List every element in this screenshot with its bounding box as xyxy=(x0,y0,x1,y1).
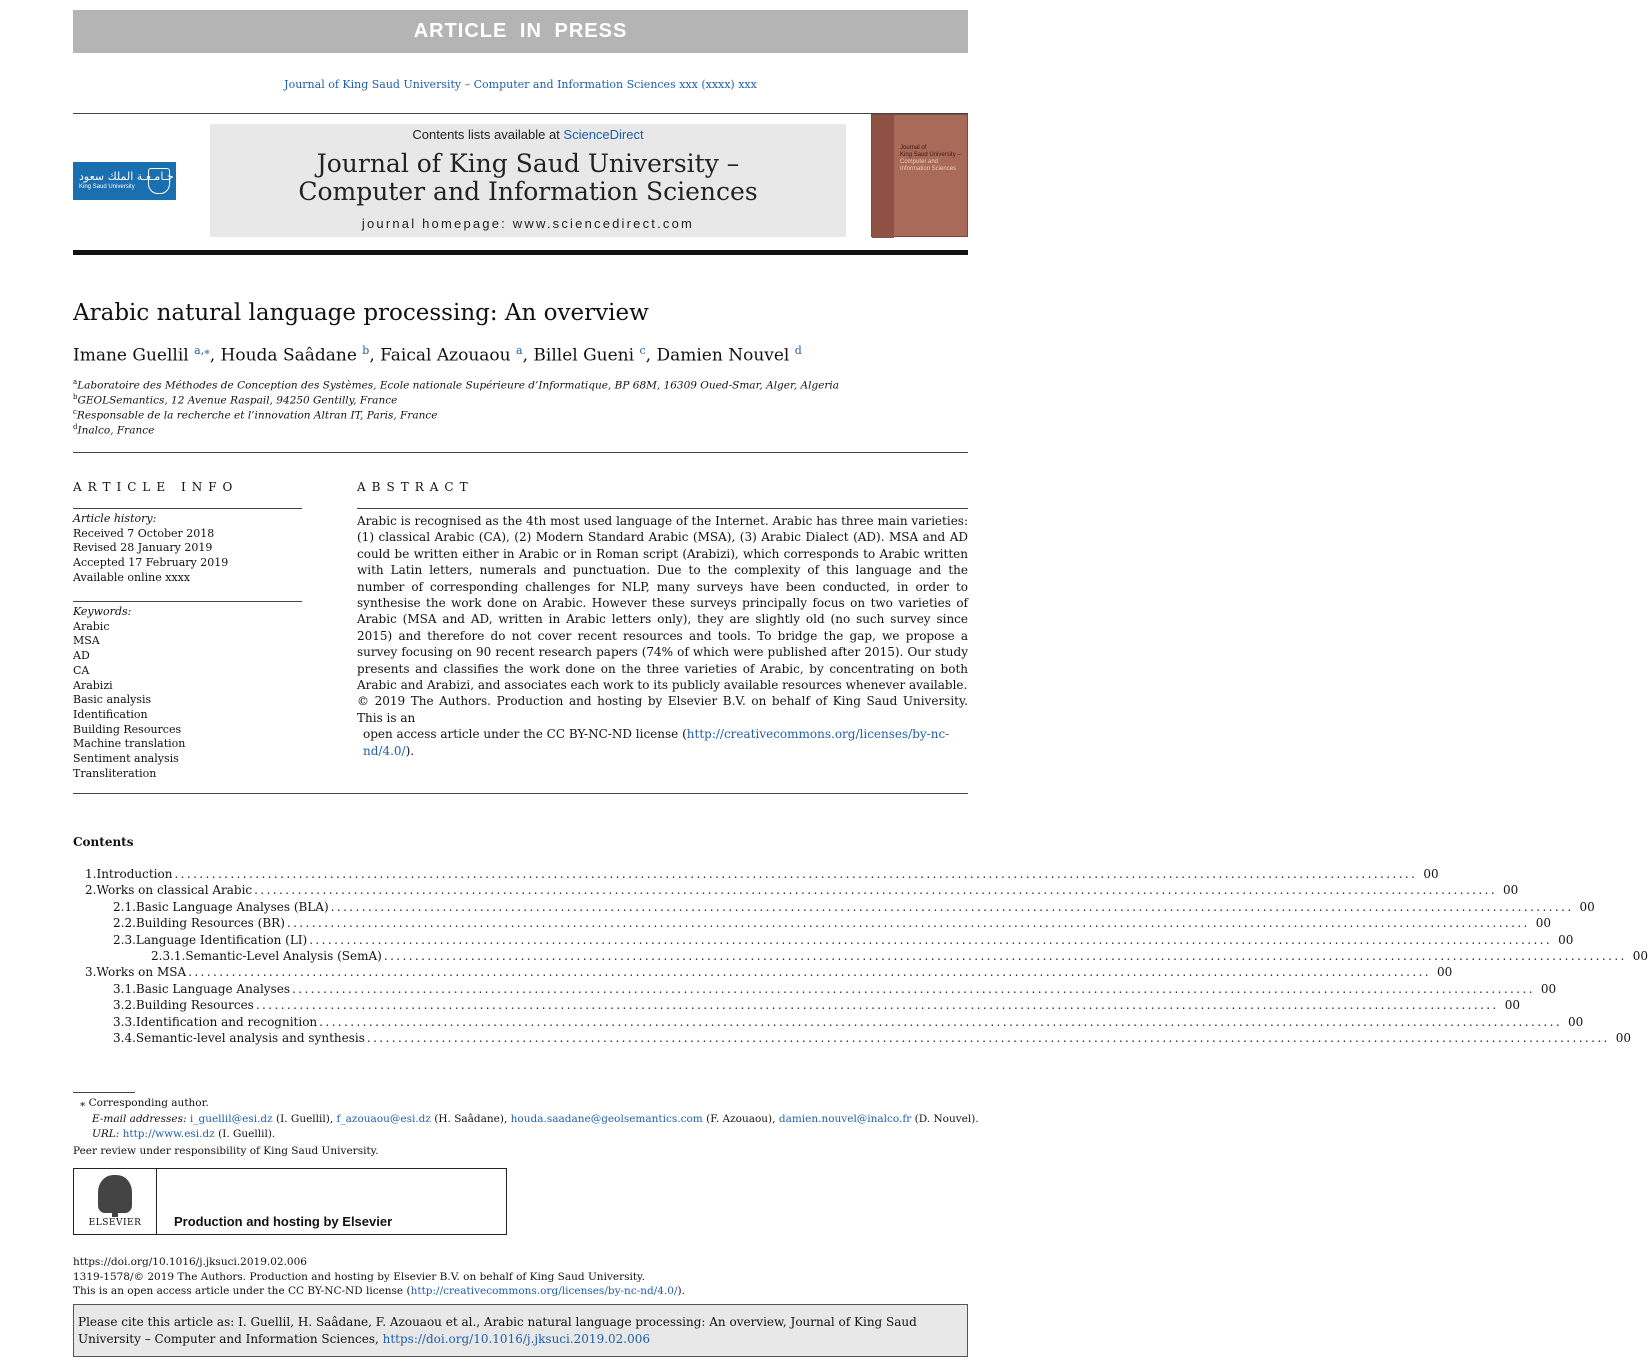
toc-page: 00 xyxy=(1540,981,1557,996)
toc-page: 00 xyxy=(1579,899,1595,914)
author-name: Faical Azouaou xyxy=(380,345,511,366)
production-hosting-text: Production and hosting by Elsevier xyxy=(174,1214,393,1229)
license-link[interactable]: http://creativecommons.org/licenses/by-nc-nd/4.0/ xyxy=(410,1285,678,1297)
keyword: Sentiment analysis xyxy=(73,752,179,766)
author-affil-link[interactable]: d xyxy=(794,344,802,357)
corresponding-author-note: ⁎ Corresponding author. xyxy=(80,1097,209,1109)
toc-number: 3.4. xyxy=(113,1030,136,1045)
header-top-rule xyxy=(73,113,968,114)
email-link[interactable]: f_azouaou@esi.dz xyxy=(336,1113,431,1125)
table-of-contents xyxy=(73,867,1648,1047)
toc-entry[interactable] xyxy=(73,981,1557,998)
history-item: Received 7 October 2018 xyxy=(73,526,215,540)
journal-homepage[interactable]: journal homepage: www.sciencedirect.com xyxy=(361,216,695,231)
toc-leader: ........................................................................................................................................................................................................ xyxy=(174,867,1418,881)
keyword: Transliteration xyxy=(73,766,157,780)
article-history: Article history: Received 7 October 2018 Revised 28 January 2019 Accepted 17 February 2019 Available online xxxx xyxy=(73,512,229,584)
journal-masthead xyxy=(210,124,846,237)
contents-heading: Contents xyxy=(73,835,134,849)
keyword: Arabic xyxy=(73,619,110,633)
toc-page: 00 xyxy=(1423,867,1439,881)
email-link[interactable]: i_guellil@esi.dz xyxy=(189,1113,273,1125)
toc-leader: ........................................................................................................................................................................................................ xyxy=(319,1014,1563,1029)
toc-leader: ........................................................................................................................................................................................................ xyxy=(366,1030,1610,1045)
toc-leader: ........................................................................................................................................................................................................ xyxy=(254,883,1498,898)
toc-page: 00 xyxy=(1535,916,1552,931)
cite-doi-link[interactable]: https://doi.org/10.1016/j.jksuci.2019.02.006 xyxy=(382,1332,651,1346)
ksu-logo-arabic: جـامـعـة الملك سعود xyxy=(79,170,174,183)
toc-leader: ........................................................................................................................................................................................................ xyxy=(309,932,1553,947)
toc-page: 00 xyxy=(1437,965,1453,980)
abstract-text xyxy=(357,513,968,759)
toc-leader: ........................................................................................................................................................................................................ xyxy=(286,916,1530,931)
toc-number: 3.2. xyxy=(113,998,136,1013)
toc-label[interactable]: Identification and recognition xyxy=(135,1014,318,1029)
toc-label[interactable]: Works on MSA xyxy=(96,965,187,980)
keyword: MSA xyxy=(73,634,100,648)
abstract-heading: ABSTRACT xyxy=(357,480,474,494)
affiliation: $^a$Laboratoire des Méthodes de Conception des Systèmes, Ecole nationale Supérieure d’Informatique, BP 68M, 16309 Oued-Smar, Alger, Algeria xyxy=(73,378,840,392)
toc-page: 00 xyxy=(1503,883,1519,898)
open-access-line: This is an open access article under the CC BY-NC-ND license (http://creativecommons.org/licenses/by-nc-nd/4.0/). xyxy=(73,1285,685,1297)
toc-page: 00 xyxy=(1558,932,1574,947)
affiliation: $^c$Responsable de la recherche et l’innovation Altran IT, Paris, France xyxy=(73,408,438,422)
toc-number: 2. xyxy=(85,883,97,898)
toc-entry[interactable] xyxy=(73,883,1519,899)
toc-leader: ........................................................................................................................................................................................................ xyxy=(292,981,1535,996)
keyword: Machine translation xyxy=(73,737,186,751)
toc-number: 3.3. xyxy=(113,1014,136,1029)
toc-page: 00 xyxy=(1615,1030,1632,1045)
history-item: Revised 28 January 2019 xyxy=(73,541,213,555)
email-link[interactable]: houda.saadane@geolsemantics.com xyxy=(510,1113,703,1125)
toc-entry[interactable] xyxy=(73,899,1595,916)
toc-leader: ........................................................................................................................................................................................................ xyxy=(330,899,1574,914)
toc-number: 3.1. xyxy=(113,981,136,996)
history-item: Accepted 17 February 2019 xyxy=(73,556,229,570)
toc-page: 00 xyxy=(1568,1014,1584,1029)
toc-label[interactable]: Language Identification (LI) xyxy=(135,932,308,947)
toc-page: 00 xyxy=(1632,948,1648,963)
peer-review-note: Peer review under responsibility of King Saud University. xyxy=(73,1145,379,1157)
section-rule xyxy=(73,793,968,794)
toc-entry[interactable] xyxy=(73,948,1648,965)
citation-box: Please cite this article as: I. Guellil, H. Saâdane, F. Azouaou et al., Arabic natural language processing: An overview, Journal of King Saud University – Computer and Information Sciences, https://doi.org/10.1016/j.jksuci.2019.02.006 xyxy=(73,1304,968,1357)
author-affil-link[interactable]: a xyxy=(516,344,523,357)
toc-number: 2.2. xyxy=(113,916,136,931)
toc-number: 1. xyxy=(85,867,97,881)
header-bottom-rule xyxy=(73,250,968,255)
journal-reference-link[interactable]: Journal of King Saud University – Computer and Information Sciences xxx (xxxx) xxx xyxy=(284,78,757,91)
article-in-press-banner: ARTICLE IN PRESS xyxy=(73,10,968,53)
email-link[interactable]: damien.nouvel@inalco.fr xyxy=(778,1113,912,1125)
toc-leader: ........................................................................................................................................................................................................ xyxy=(383,948,1627,963)
toc-label[interactable]: Basic Language Analyses xyxy=(135,981,291,996)
toc-label[interactable]: Semantic-level analysis and synthesis xyxy=(135,1030,365,1045)
author-name: Billel Gueni xyxy=(533,345,635,366)
toc-label[interactable]: Basic Language Analyses (BLA) xyxy=(135,899,329,914)
affiliation: $^b$GEOLSemantics, 12 Avenue Raspail, 94250 Gentilly, France xyxy=(73,393,398,407)
toc-label[interactable]: Semantic-Level Analysis (SemA) xyxy=(185,948,382,963)
author-affil-link[interactable]: b xyxy=(362,344,370,357)
elsevier-tree-icon: ELSEVIER xyxy=(84,1175,146,1230)
article-info-heading: ARTICLE INFO xyxy=(73,480,239,494)
url-note: URL: http://www.esi.dz (I. Guellil). xyxy=(92,1128,276,1140)
toc-number: 3. xyxy=(85,965,97,980)
toc-label[interactable]: Works on classical Arabic xyxy=(96,883,253,898)
keyword: Building Resources xyxy=(73,722,182,736)
toc-number: 2.3. xyxy=(113,932,136,947)
history-item: Available online xxxx xyxy=(73,570,191,584)
ksu-logo xyxy=(73,162,176,200)
toc-entry[interactable] xyxy=(73,1030,1632,1047)
ksu-logo-english: King Saud University xyxy=(79,184,135,190)
article-title: Arabic natural language processing: An overview xyxy=(73,300,649,326)
keyword: Basic analysis xyxy=(73,693,152,707)
toc-entry[interactable] xyxy=(73,998,1521,1014)
affiliation: $^d$Inalco, France xyxy=(73,423,155,437)
keyword: AD xyxy=(73,649,90,663)
section-rule xyxy=(73,452,968,453)
journal-title: Journal of King Saud University – Computer and Information Sciences xyxy=(298,149,758,206)
toc-entry[interactable] xyxy=(73,867,1439,883)
abstract-license: open access article under the CC BY-NC-ND license (http://creativecommons.org/licenses/by-nc-nd/4.0/). xyxy=(363,727,950,758)
toc-entry[interactable] xyxy=(73,1014,1584,1031)
issn-line: 1319-1578/© 2019 The Authors. Production and hosting by Elsevier B.V. on behalf of King Saud University. xyxy=(73,1271,645,1283)
author-name: Houda Saâdane xyxy=(220,345,357,366)
toc-label[interactable]: Introduction xyxy=(96,867,173,881)
keywords-list: Keywords: Arabic MSA AD CA Arabizi Basic analysis Identification Building Resources Machine translation Sentiment analysis Transliteration xyxy=(73,605,186,780)
author-name: Damien Nouvel xyxy=(656,345,790,366)
toc-page: 00 xyxy=(1504,998,1521,1013)
journal-cover-image: Journal of King Saud University – Computer and Information Sciences xyxy=(871,114,968,237)
author-list: Imane Guellil $^{a,⁎}$, Houda Saâdane $^b$, Faical Azouaou $^a$, Billel Gueni $^c$, Damien Nouvel $^d$ xyxy=(73,344,802,366)
doi-link[interactable]: https://doi.org/10.1016/j.jksuci.2019.02.006 xyxy=(73,1256,307,1268)
url-link[interactable]: http://www.esi.dz xyxy=(122,1128,215,1140)
sciencedirect-link[interactable]: ScienceDirect xyxy=(563,127,644,142)
toc-number: 2.3.1. xyxy=(151,948,186,963)
keyword: CA xyxy=(73,663,90,677)
author-affil-link[interactable]: c xyxy=(639,344,646,357)
author-name: Imane Guellil xyxy=(73,345,189,366)
toc-entry[interactable] xyxy=(73,932,1574,949)
author-affil-link[interactable]: a,⁎ xyxy=(194,344,210,357)
toc-entry[interactable] xyxy=(73,916,1552,932)
toc-label[interactable]: Building Resources xyxy=(135,998,254,1013)
ksu-crest-icon xyxy=(148,168,170,194)
toc-number: 2.1. xyxy=(113,899,136,914)
abstract-copyright: © 2019 The Authors. Production and hosting by Elsevier B.V. on behalf of King Saud University. This is an xyxy=(357,694,968,725)
toc-label[interactable]: Building Resources (BR) xyxy=(135,916,285,931)
toc-leader: ........................................................................................................................................................................................................ xyxy=(255,998,1499,1013)
keyword: Arabizi xyxy=(73,678,113,692)
contents-available: Contents lists available at ScienceDirect xyxy=(412,127,644,142)
email-addresses: E-mail addresses: i_guellil@esi.dz (I. Guellil), f_azouaou@esi.dz (H. Saâdane), houda.saadane@geolsemantics.com (F. Azouaou), damien.nouvel@inalco.fr (D. Nouvel). xyxy=(92,1113,979,1125)
toc-leader: ........................................................................................................................................................................................................ xyxy=(188,965,1432,980)
elsevier-box xyxy=(73,1168,507,1235)
abstract-body: Arabic is recognised as the 4th most used language of the Internet. Arabic has three main varieties: (1) classical Arabic (CA), (2) Modern Standard Arabic (MSA), (3) Arabic Dialect (AD). MSA and AD could be written either in Arabic or in Roman script (Arabizi), which corresponds to Arabic written with Latin letters, numerals and punctuation. Due to the complexity of this language and the number of corresponding challenges for NLP, many surveys have been conducted, in order to synthesise the work done on Arabic. However these surveys principally focus on two varieties of Arabic (MSA and AD, written in Arabic letters only), they are slightly old (no such survey since 2015) and therefore do not cover recent resources and tools. To bridge the gap, we propose a survey focusing on 90 recent research papers (74% of which were published after 2015). Our study presents and classifies the work done on the three varieties of Arabic, by concentrating on both Arabic and Arabizi, and associates each work to its publicly available resources whenever available. xyxy=(357,514,968,693)
license-link[interactable]: http://creativecommons.org/licenses/by-nc-nd/4.0/ xyxy=(363,727,950,758)
toc-entry[interactable] xyxy=(73,965,1453,981)
keyword: Identification xyxy=(73,707,148,721)
